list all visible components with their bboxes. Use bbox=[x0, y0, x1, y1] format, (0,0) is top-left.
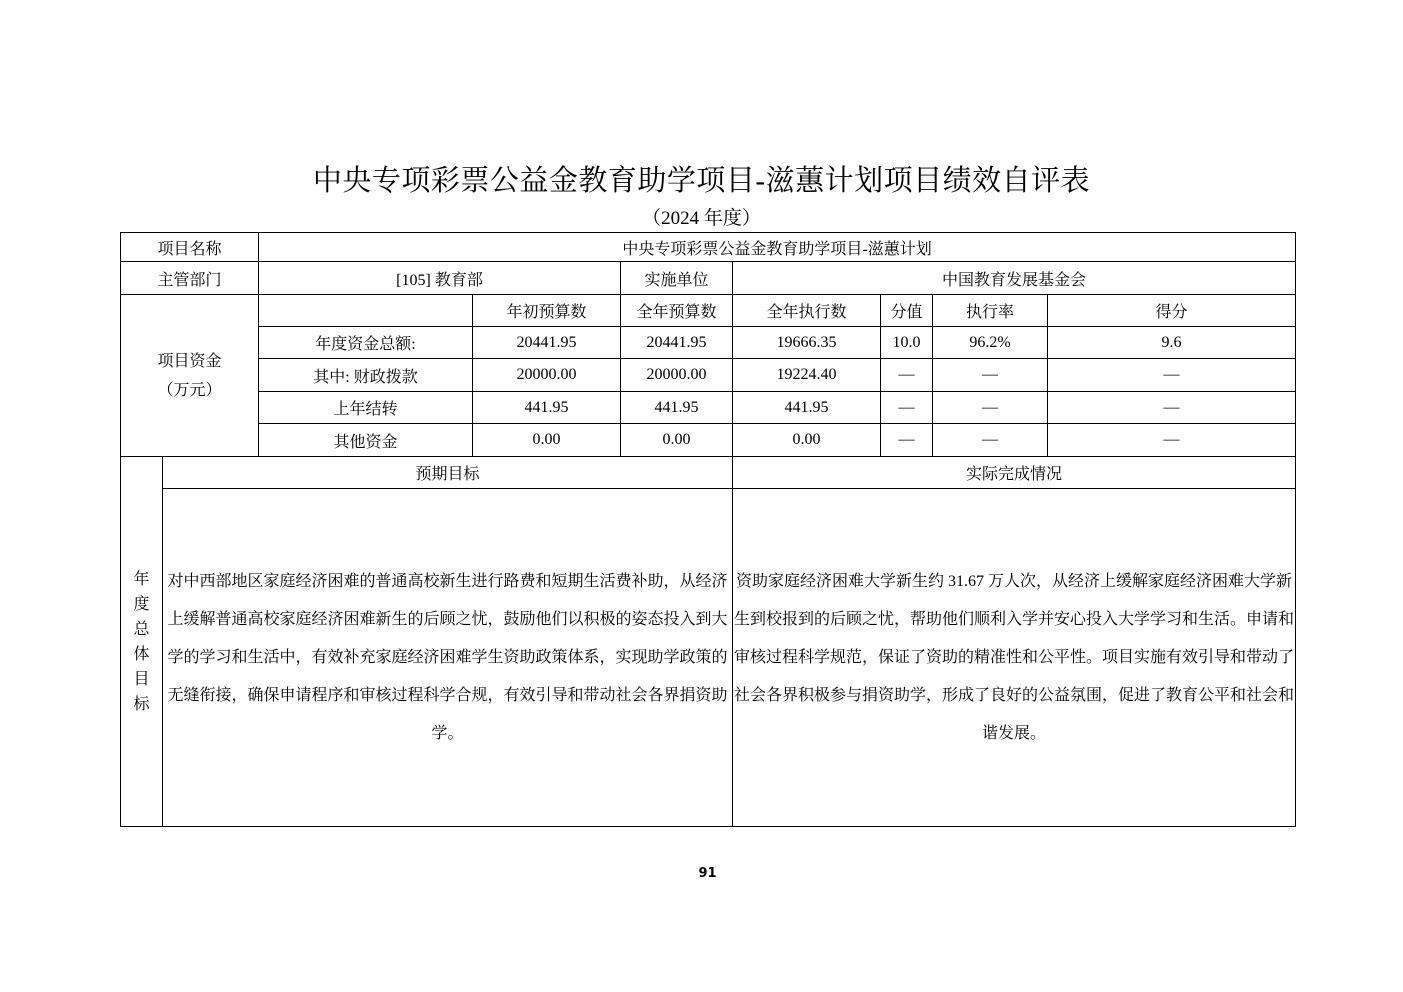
funds-cell: 20441.95 bbox=[473, 327, 621, 359]
funds-row-label: 其他资金 bbox=[259, 424, 473, 457]
annual-goal-side-label bbox=[121, 457, 163, 827]
funds-cell: — bbox=[881, 359, 933, 392]
table-row bbox=[121, 424, 1296, 457]
table-row bbox=[121, 295, 1296, 327]
funds-row-label: 上年结转 bbox=[259, 392, 473, 424]
self-evaluation-table bbox=[120, 232, 1296, 827]
funds-cell: — bbox=[1048, 359, 1296, 392]
funds-row-label: 年度资金总额: bbox=[259, 327, 473, 359]
funds-header-initial-budget: 年初预算数 bbox=[473, 295, 621, 327]
funds-cell: 20000.00 bbox=[473, 359, 621, 392]
funds-header-score-weight: 分值 bbox=[881, 295, 933, 327]
funds-cell: 0.00 bbox=[473, 424, 621, 457]
page-subtitle: （2024 年度） bbox=[642, 208, 761, 229]
page-number: 91 bbox=[698, 866, 717, 881]
funds-header-annual-budget: 全年预算数 bbox=[621, 295, 733, 327]
funds-label-line2: （万元） bbox=[157, 381, 222, 399]
funds-cell: 19666.35 bbox=[733, 327, 881, 359]
project-name-value: 中央专项彩票公益金教育助学项目-滋蕙计划 bbox=[259, 233, 1296, 262]
funds-cell: — bbox=[933, 359, 1048, 392]
department-label: 主管部门 bbox=[121, 262, 259, 295]
funds-cell: 9.6 bbox=[1048, 327, 1296, 359]
actual-completion-header: 实际完成情况 bbox=[733, 457, 1296, 489]
table-row bbox=[121, 392, 1296, 424]
department-value: [105] 教育部 bbox=[259, 262, 621, 295]
funds-cell: — bbox=[1048, 424, 1296, 457]
table-row bbox=[121, 489, 1296, 827]
funds-cell: — bbox=[1048, 392, 1296, 424]
funds-header-score: 得分 bbox=[1048, 295, 1296, 327]
expected-goal-header: 预期目标 bbox=[163, 457, 733, 489]
page-title: 中央专项彩票公益金教育助学项目-滋蕙计划项目绩效自评表 bbox=[312, 165, 1091, 197]
funds-cell: 441.95 bbox=[621, 392, 733, 424]
funds-cell: 441.95 bbox=[473, 392, 621, 424]
funds-cell: — bbox=[881, 424, 933, 457]
impl-unit-label: 实施单位 bbox=[621, 262, 733, 295]
funds-row-label: 其中: 财政拨款 bbox=[259, 359, 473, 392]
impl-unit-value: 中国教育发展基金会 bbox=[733, 262, 1296, 295]
funds-section-label bbox=[121, 295, 259, 457]
funds-cell: 0.00 bbox=[621, 424, 733, 457]
table-row bbox=[121, 327, 1296, 359]
funds-cell: — bbox=[933, 392, 1048, 424]
funds-header-annual-execution: 全年执行数 bbox=[733, 295, 881, 327]
expected-goal-text: 对中西部地区家庭经济困难的普通高校新生进行路费和短期生活费补助，从经济上缓解普通高校家庭经济困难新生的后顾之忧，鼓励他们以积极的姿态投入到大学的学习和生活中，有效补充家庭经济困难学生资助政策体系，实现助学政策的无缝衔接，确保申请程序和审核过程科学合规，有效引导和带动社会各界捐资助学。 bbox=[163, 489, 733, 827]
table-row bbox=[121, 262, 1296, 295]
table-row bbox=[121, 359, 1296, 392]
funds-cell: 0.00 bbox=[733, 424, 881, 457]
funds-corner-cell bbox=[259, 295, 473, 327]
actual-completion-text: 资助家庭经济困难大学新生约 31.67 万人次，从经济上缓解家庭经济困难大学新生到校报到的后顾之忧，帮助他们顺利入学并安心投入大学学习和生活。申请和审核过程科学规范，保证了资助的精准性和公平性。项目实施有效引导和带动了社会各界积极参与捐资助学，形成了良好的公益氛围，促进了教育公平和社会和谐发展。 bbox=[733, 489, 1296, 827]
funds-header-execution-rate: 执行率 bbox=[933, 295, 1048, 327]
funds-cell: 20441.95 bbox=[621, 327, 733, 359]
funds-cell: 441.95 bbox=[733, 392, 881, 424]
funds-cell: 19224.40 bbox=[733, 359, 881, 392]
funds-cell: — bbox=[881, 392, 933, 424]
funds-cell: — bbox=[933, 424, 1048, 457]
funds-cell: 10.0 bbox=[881, 327, 933, 359]
annual-goal-side-label-text: 年度总体目标 bbox=[133, 570, 150, 713]
funds-cell: 20000.00 bbox=[621, 359, 733, 392]
project-name-label: 项目名称 bbox=[121, 233, 259, 262]
table-row bbox=[121, 233, 1296, 262]
table-row bbox=[121, 457, 1296, 489]
funds-cell: 96.2% bbox=[933, 327, 1048, 359]
funds-label-line1: 项目资金 bbox=[157, 352, 222, 370]
